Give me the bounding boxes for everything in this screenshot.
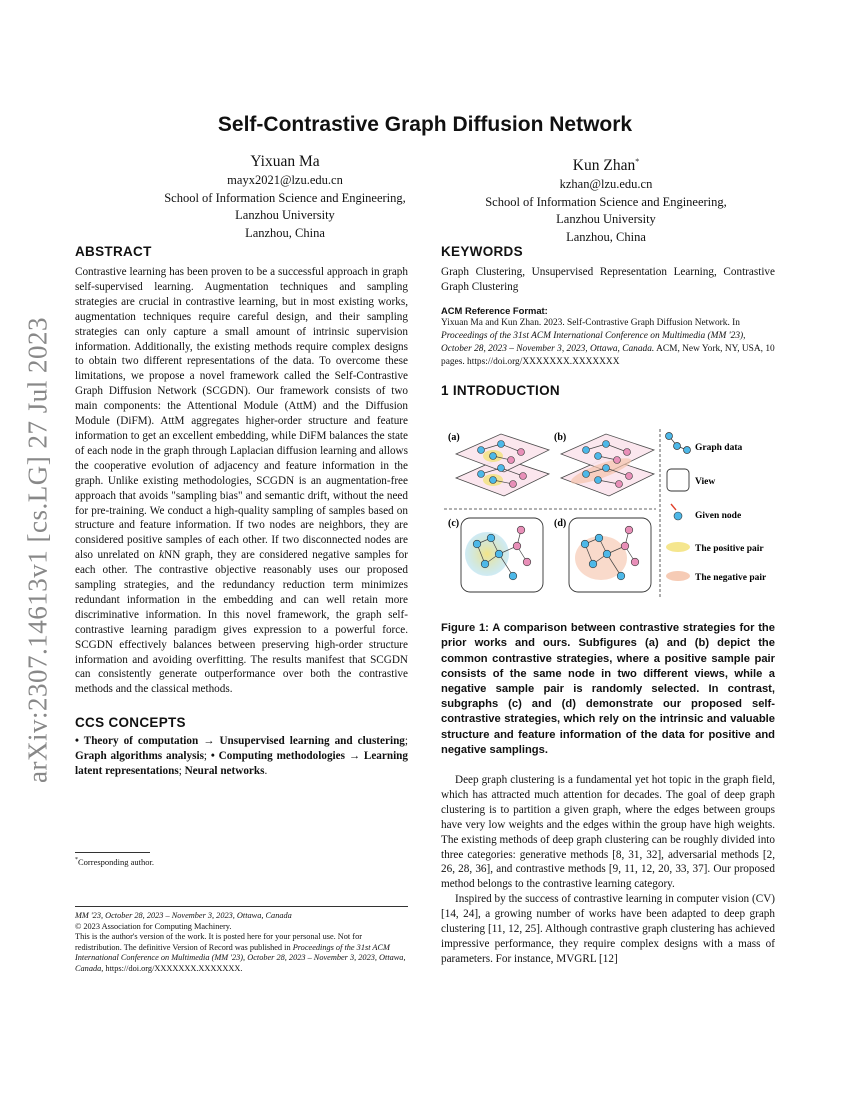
copyright-block xyxy=(75,906,408,975)
intro-paragraph: Inspired by the success of contrastive learning in computer vision (CV) [14, 24], a growing number of works have been adapted to deep graph clustering [11, 12, 25]. Although contrastive graph clustering has achieved impressive performance, they require complex designs with a mass of parameters. For instance, MVGRL [12] xyxy=(441,893,775,965)
positive-pair-swatch xyxy=(666,542,690,552)
legend-label: The positive pair xyxy=(695,544,764,554)
author-email: mayx2021@lzu.edu.cn xyxy=(227,173,343,187)
panel-label-b: (b) xyxy=(554,432,567,443)
panel-b-views xyxy=(561,434,654,496)
right-column xyxy=(441,244,775,398)
copyright-rule xyxy=(75,906,408,907)
panel-c-graph xyxy=(461,518,543,592)
panel-d-graph xyxy=(569,518,651,592)
author-name: Kun Zhan* xyxy=(572,157,640,175)
footnote: *Corresponding author. xyxy=(75,857,155,867)
conference-line: MM '23, October 28, 2023 – November 3, 2023, Ottawa, Canada xyxy=(75,911,292,920)
author-affiliation: School of Information Science and Engineering, xyxy=(164,190,406,205)
author-affiliation: School of Information Science and Engineering, xyxy=(485,194,727,209)
legend-label: View xyxy=(695,477,716,487)
panel-label-d: (d) xyxy=(554,518,567,529)
author-affiliation: Lanzhou, China xyxy=(566,229,646,244)
negative-pair-swatch xyxy=(666,571,690,581)
keywords-text: Graph Clustering, Unsupervised Representation Learning, Contrastive Graph Clustering xyxy=(441,266,775,293)
view-icon xyxy=(667,469,689,491)
keywords-heading: KEYWORDS xyxy=(441,244,523,259)
panel-label-a: (a) xyxy=(448,432,460,443)
graph-data-icon xyxy=(666,433,691,454)
copyright-line: © 2023 Association for Computing Machinery. xyxy=(75,921,232,931)
corresponding-mark: * xyxy=(635,157,640,166)
figure-caption-block xyxy=(441,610,775,769)
legend-label: Given node xyxy=(695,511,742,521)
permission-text: This is the author's version of the work. It is posted here for your personal use. Not for redistribution. The definitive Version of Record was published in Proceedings of the 31st ACM International Conference on Multimedia (MM '23), October 28, 2023 – November 3, 2023, Ottawa, Canada, https://doi.org/XXXXXXX.XXXXXXX. xyxy=(75,932,406,973)
footnote-rule xyxy=(75,852,150,853)
acm-ref-text: Yixuan Ma and Kun Zhan. 2023. Self-Contrastive Graph Diffusion Network. In Proceedings of the 31st ACM International Conference on Multimedia (MM '23), October 28, 2023 – November 3, 2023, Ottawa, Canada. ACM, New York, NY, USA, 10 pages. https://doi.org/XXXXXXX.XXXXXXX xyxy=(441,317,775,367)
legend-label: The negative pair xyxy=(695,573,767,583)
arxiv-sidebar xyxy=(13,300,63,800)
author-name: Yixuan Ma xyxy=(250,153,320,170)
ccs-concepts: • Theory of computation → Unsupervised learning and clustering; Graph algorithms analysis; • Computing methodologies → Learning latent representations; Neural networks. xyxy=(75,735,408,778)
figure-1 xyxy=(441,426,775,600)
author-affiliation: Lanzhou, China xyxy=(245,225,325,240)
left-column xyxy=(75,244,408,779)
legend-label: Graph data xyxy=(695,443,743,453)
intro-heading: 1 INTRODUCTION xyxy=(441,382,560,398)
panel-label-c: (c) xyxy=(448,518,460,529)
arxiv-identifier: arXiv:2307.14613v1 [cs.LG] 27 Jul 2023 xyxy=(22,317,53,783)
figure-1-diagram xyxy=(441,426,775,600)
author-affiliation: Lanzhou University xyxy=(235,208,335,222)
author-email: kzhan@lzu.edu.cn xyxy=(559,177,653,192)
given-node-icon xyxy=(671,504,682,520)
abstract-heading: ABSTRACT xyxy=(75,244,152,259)
abstract-text: Contrastive learning has been proven to be a successful approach in graph self-supervised learning. Augmentation techniques and sampling strategies are crucial in contrastive learning, but in most existing works, augmentation techniques require careful design, and their sampling strategies can only capture a small amount of intrinsic supervision information. Additionally, the existing methods require complex designs to obtain two different representations of the data. To overcome these limitations, we propose a novel framework called the Self-Contrastive Graph Diffusion Network (SCGDN). Our framework consists of two main components: the Attentional Module (AttM) and the Diffusion Module (DiFM). AttM aggregates higher-order structure and feature information to get an excellent embedding, while DiFM balances the state of each node in the graph through Laplacian diffusion learning and allows the cooperative evolution of adjacency and feature information in the graph. Unlike existing methodologies, SCGDN is an augmentation-free approach that avoids "sampling bias" and semantic drift, without the need for pre-training. We conduct a high-quality sampling of samples based on structure and feature information. If two nodes are neighbors, they are considered positive samples of each other. If two disconnected nodes are also unrelated on kNN graph, they are considered negative samples for each other. The contrastive objective reasonably uses our proposed sampling strategies, and the redundancy reduction term minimizes redundant information in the embedding and can well retain more discriminative information. In this novel framework, the graph self-contrastive learning paradigm gives expression to a powerful force. SCGDN effectively balances between preserving high-order structure information and avoiding overfitting. The results manifest that SCGDN can consistently generate outperformance over both the contrastive methods and the classical methods. xyxy=(75,266,408,696)
panel-a-views xyxy=(456,434,549,496)
ccs-heading: CCS CONCEPTS xyxy=(75,715,186,731)
author-block-2 xyxy=(426,152,786,246)
author-block-1 xyxy=(105,152,465,242)
figure-legend xyxy=(666,433,768,584)
figure-caption: Figure 1: A comparison between contrastive strategies for the prior works and ours. Subfigures (a) and (b) depict the common contrastive strategies, where a positive sample pair consists of the same node in two different views, while a negative sample pair is randomly selected. In contrast, subgraphs (c) and (d) demonstrate our proposed self-contrastive strategies, which rely on the intrinsic and valuable structure and feature information of the data for positive and negative samplings. xyxy=(441,622,775,756)
author-affiliation: Lanzhou University xyxy=(556,212,656,227)
intro-paragraph: Deep graph clustering is a fundamental yet hot topic in the graph field, which has attracted much attention for decades. The goal of deep graph clustering is to partition a given graph, where the edges between groups have very low weights and the edges within the group have high weights. The existing methods of deep graph clustering can be roughly divided into three categories: generative methods [8, 31, 32], adversarial methods [2, 26, 28, 36], and contrastive methods [9, 11, 12, 20, 33, 37]. Our proposed method belongs to the contrastive learning category. xyxy=(441,774,775,891)
acm-ref-label: ACM Reference Format: xyxy=(441,304,548,316)
paper-title: Self-Contrastive Graph Diffusion Network xyxy=(217,113,633,136)
introduction-text xyxy=(441,773,775,967)
